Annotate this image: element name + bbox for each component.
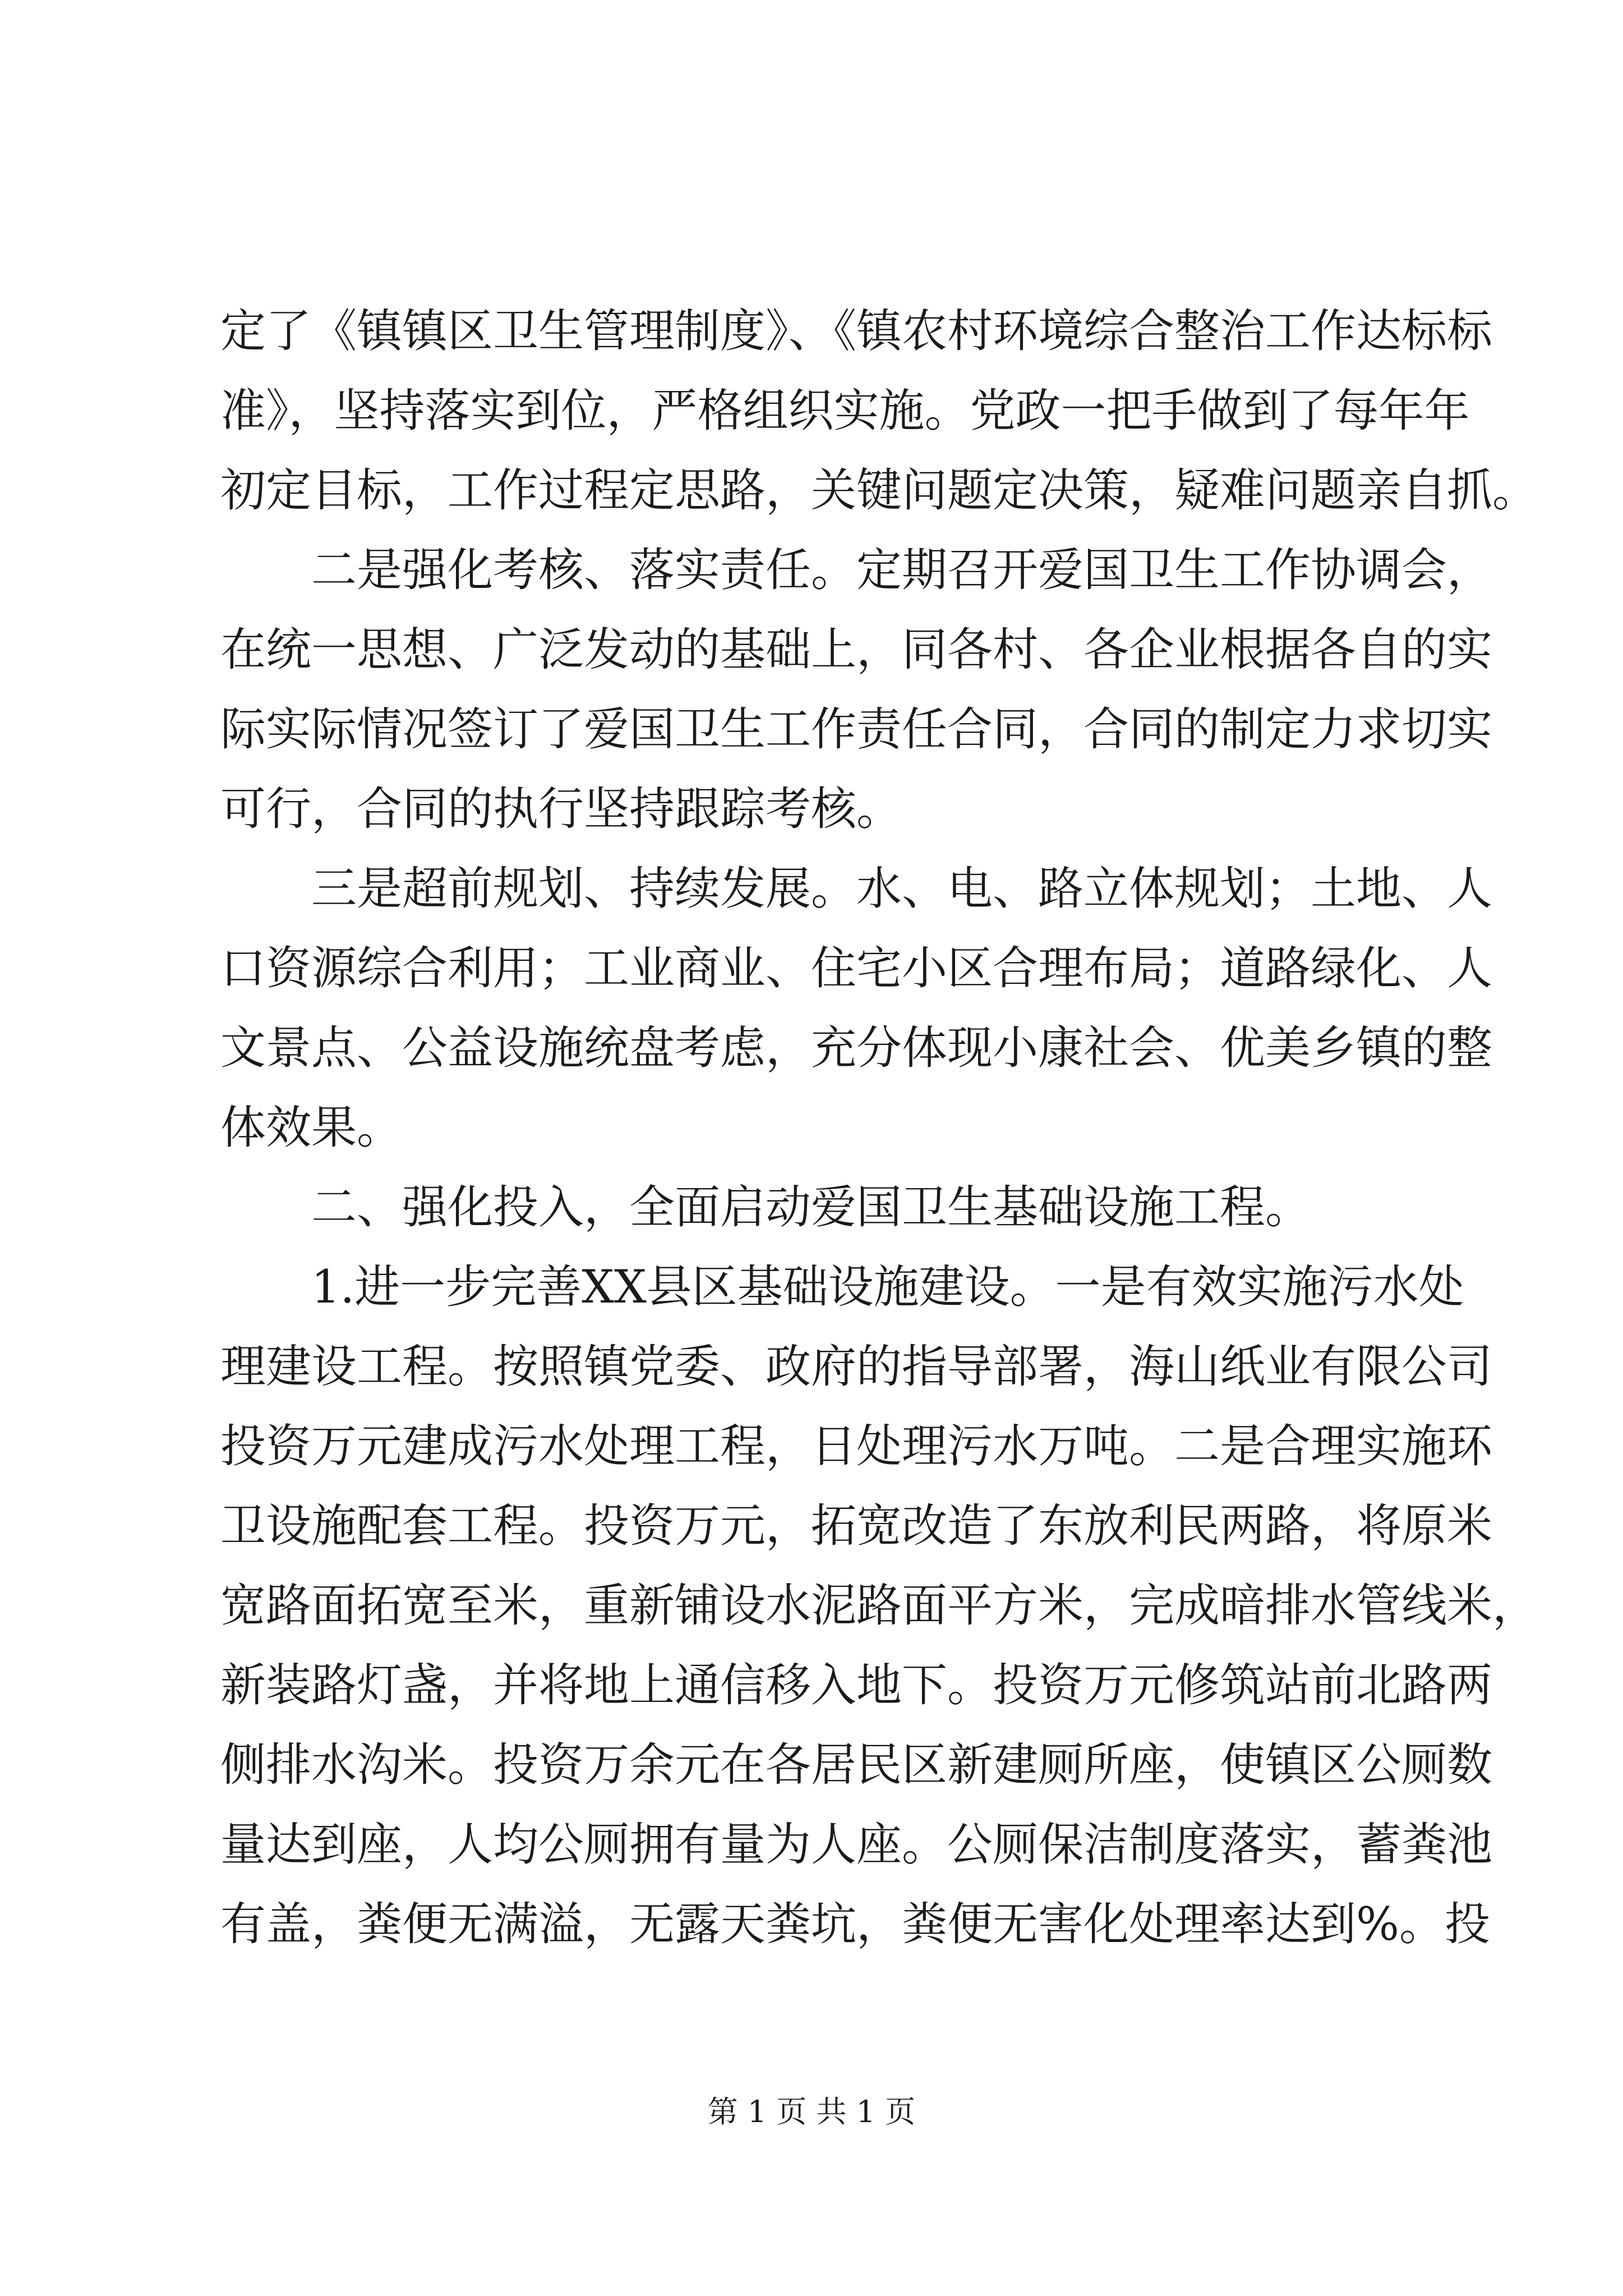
text-line: 际实际情况签订了爱国卫生工作责任合同，合同的制定力求切实 bbox=[220, 703, 1493, 756]
text-line: 体效果。 bbox=[220, 1102, 403, 1154]
text-line: 口资源综合利用；工业商业、住宅小区合理布局；道路绿化、人 bbox=[220, 942, 1493, 995]
text-line: 准》，坚持落实到位，严格组织实施。党政一把手做到了每年年 bbox=[220, 385, 1470, 438]
text-line: 有盖，粪便无满溢，无露天粪坑，粪便无害化处理率达到%。投 bbox=[220, 1898, 1490, 1951]
text-line: 量达到座，人均公厕拥有量为人座。公厕保洁制度落实，蓄粪池 bbox=[220, 1819, 1493, 1871]
body-text bbox=[220, 292, 1538, 1964]
text-line: 1.进一步完善XX县区基础设施建设。一是有效实施污水处 bbox=[311, 1261, 1464, 1314]
text-line: 理建设工程。按照镇党委、政府的指导部署，海山纸业有限公司 bbox=[220, 1341, 1493, 1393]
text-line: 卫设施配套工程。投资万元，拓宽改造了东放利民两路，将原米 bbox=[220, 1500, 1493, 1553]
text-line: 新装路灯盏，并将地上通信移入地下。投资万元修筑站前北路两 bbox=[220, 1659, 1493, 1712]
text-line: 二、强化投入，全面启动爱国卫生基础设施工程。 bbox=[311, 1181, 1311, 1234]
text-line: 宽路面拓宽至米，重新铺设水泥路面平方米，完成暗排水管线米， bbox=[220, 1580, 1538, 1632]
text-line: 侧排水沟米。投资万余元在各居民区新建厕所座，使镇区公厕数 bbox=[220, 1739, 1493, 1792]
page-footer: 第 1 页 共 1 页 bbox=[707, 2094, 916, 2129]
text-line: 定了《镇镇区卫生管理制度》、《镇农村环境综合整治工作达标标 bbox=[220, 305, 1493, 358]
text-line: 投资万元建成污水处理工程，日处理污水万吨。二是合理实施环 bbox=[220, 1420, 1493, 1473]
text-line: 文景点、公益设施统盘考虑，充分体现小康社会、优美乡镇的整 bbox=[220, 1022, 1493, 1075]
text-line: 二是强化考核、落实责任。定期召开爱国卫生工作协调会， bbox=[311, 544, 1493, 597]
text-line: 初定目标，工作过程定思路，关键问题定决策，疑难问题亲自抓。 bbox=[220, 464, 1538, 517]
text-line: 三是超前规划、持续发展。水、电、路立体规划；土地、人 bbox=[311, 863, 1493, 915]
text-line: 可行，合同的执行坚持跟踪考核。 bbox=[220, 783, 902, 836]
text-line: 在统一思想、广泛发动的基础上，同各村、各企业根据各自的实 bbox=[220, 624, 1493, 677]
